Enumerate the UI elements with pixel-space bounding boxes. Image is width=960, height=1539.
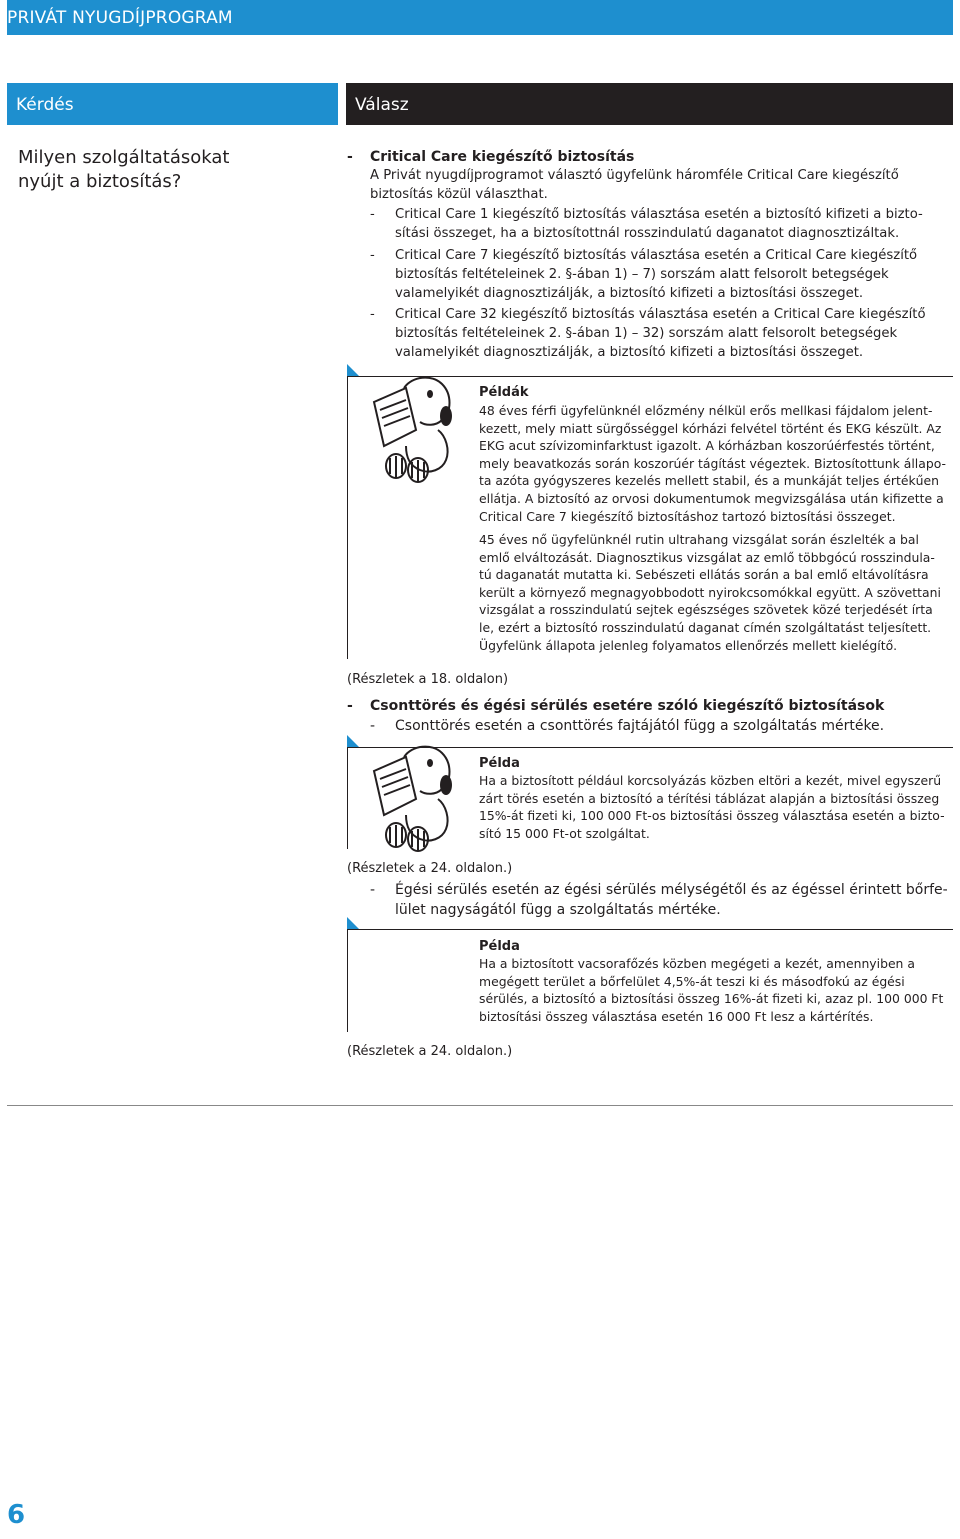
blue-triangle-icon — [347, 735, 359, 747]
example-line: mely beavatkozás során koszorúér tágítást végeztek. Biztosítottunk állapo- — [479, 455, 946, 471]
example-title: Példák — [479, 385, 529, 400]
cc1-text: Critical Care 1 kiegészítő biztosítás választása esetén a biztosító kifizeti a bizto- — [395, 207, 923, 222]
example-line: kezett, mely miatt sürgősséggel kórházi felvétel történt és EKG készült. Az — [479, 420, 942, 436]
fracture-text: Csonttörés esetén a csonttörés fajtájától függ a szolgáltatás mértéke. — [395, 718, 885, 734]
example-line: 45 éves nő ügyfelünknél rutin ultrahang vizsgálat során észlelték a bal — [479, 532, 919, 547]
bullet-dash: - — [370, 207, 375, 222]
example-box-border — [347, 376, 348, 659]
example-line: került a környező megnagyobbodott nyirokcsomókkal együtt. A szövettani — [479, 584, 941, 600]
example-caption: (Részletek a 18. oldalon) — [347, 672, 509, 687]
cc7-text: Critical Care 7 kiegészítő biztosítás választása esetén a Critical Care kiegészítő — [395, 248, 918, 263]
snoopy-reading-icon — [366, 743, 462, 853]
example-line: EKG acut szívizominfarktust igazolt. A kórházban koszorúérfestés történt, — [479, 438, 935, 454]
page-title: PRIVÁT NYUGDÍJPROGRAM — [7, 8, 233, 28]
example-line: emlő elváltozását. Diagnosztikus vizsgálat az emlő többgócú rosszindula- — [479, 549, 935, 565]
page-number: 6 — [7, 1500, 26, 1530]
blue-triangle-icon — [347, 364, 359, 376]
example-caption: (Részletek a 24. oldalon.) — [347, 1044, 513, 1059]
example-title: Példa — [479, 756, 520, 771]
example-caption: (Részletek a 24. oldalon.) — [347, 861, 513, 876]
example-box-border — [347, 747, 348, 849]
question-line: Milyen szolgáltatásokat — [18, 147, 230, 168]
answer-label: Válasz — [355, 95, 409, 115]
example-line: Critical Care 7 kiegészítő biztosításhoz tartozó biztosítási összeget. — [479, 508, 896, 524]
burn-text: lület nagyságától függ a szolgáltatás mértéke. — [395, 902, 721, 918]
answer-column-header — [346, 83, 953, 125]
cc1-text: sítási összeget, ha a biztosítottnál rosszindulatú daganatot diagnosztizáltak. — [395, 226, 900, 241]
example-line: biztosítási összeg választása esetén 16 000 Ft lesz a kártérítés. — [479, 1008, 874, 1024]
example-box-border — [347, 929, 953, 930]
example-line: Ha a biztosított vacsorafőzés közben megégeti a kezét, amennyiben a — [479, 956, 915, 971]
example-line: megégett terület a bőrfelület 4,5%-át teszi ki és másodfokú az égési — [479, 973, 905, 989]
critical-care-heading: Critical Care kiegészítő biztosítás — [370, 149, 635, 165]
bullet-dash: - — [370, 307, 375, 322]
critical-care-intro: A Privát nyugdíjprogramot választó ügyfelünk háromféle Critical Care kiegészítő — [370, 168, 899, 183]
question-column-header — [7, 83, 338, 125]
example-line: zárt törés esetén a biztosító a térítési táblázat alapján a biztosítási összeg — [479, 790, 940, 806]
example-line: Ha a biztosított például korcsolyázás közben eltöri a kezét, mivel egyszerű — [479, 773, 942, 788]
example-box-border — [347, 929, 348, 1032]
example-line: sérülés, a biztosító a biztosítási összeg 16%-át fizeti ki, azaz pl. 100 000 Ft — [479, 991, 944, 1007]
example-paragraph — [479, 402, 946, 525]
cc32-text: biztosítás feltételeinek 2. §-ában 1) – 32) sorszám alatt felsorolt betegségek — [395, 326, 898, 341]
bullet-dash: - — [347, 149, 353, 165]
bullet-dash: - — [370, 248, 375, 263]
example-line: tú daganatát mutatta ki. Sebészeti ellátás során a bal emlő eltávolításra — [479, 567, 929, 583]
question-line: nyújt a biztosítás? — [18, 171, 182, 192]
question-label: Kérdés — [16, 95, 74, 115]
example-paragraph — [479, 955, 943, 1025]
example-line: vizsgálat a rosszindulatú sejtek egészséges szövetek közé terjedését írta — [479, 602, 933, 618]
cc32-text: Critical Care 32 kiegészítő biztosítás választása esetén a Critical Care kiegészítő — [395, 307, 926, 322]
blue-triangle-icon — [347, 917, 359, 929]
example-line: sító 15 000 Ft-ot szolgáltat. — [479, 825, 650, 841]
critical-care-intro: biztosítás közül választhat. — [370, 187, 548, 202]
bottom-divider — [7, 1105, 953, 1106]
burn-text: Égési sérülés esetén az égési sérülés mélységétől és az égéssel érintett bőrfe- — [395, 882, 948, 898]
snoopy-reading-icon — [366, 374, 462, 484]
question-text — [18, 146, 328, 194]
example-paragraph — [479, 772, 945, 842]
example-paragraph — [479, 531, 941, 654]
example-line: Ügyfelünk állapota jelenleg folyamatos ellenőrzés mellett kielégítő. — [479, 637, 898, 653]
bullet-dash: - — [347, 698, 353, 714]
cc32-text: valamelyikét diagnosztizálják, a biztosító kifizeti a biztosítási összeget. — [395, 345, 864, 360]
example-line: 15%-át fizeti ki, 100 000 Ft-os biztosítási összeg választása esetén a bizto- — [479, 808, 945, 824]
cc7-text: valamelyikét diagnosztizálják, a biztosító kifizeti a biztosítási összeget. — [395, 286, 864, 301]
example-line: le, ezért a biztosító rosszindulatú daganat címén szolgáltatást teljesített. — [479, 619, 932, 635]
example-line: ta azóta gyógyszeres kezelés mellett stabil, és a munkáját teljes értékűen — [479, 473, 939, 489]
bullet-dash: - — [370, 882, 376, 898]
example-title: Példa — [479, 939, 520, 954]
example-line: ellátja. A biztosító az orvosi dokumentumok megvizsgálása után kifizette a — [479, 490, 944, 506]
cc7-text: biztosítás feltételeinek 2. §-ában 1) – 7) sorszám alatt felsorolt betegségek — [395, 267, 889, 282]
example-line: 48 éves férfi ügyfelünknél előzmény nélkül erős mellkasi fájdalom jelent- — [479, 403, 933, 418]
fracture-burn-heading: Csonttörés és égési sérülés esetére szóló kiegészítő biztosítások — [370, 698, 885, 714]
bullet-dash: - — [370, 718, 376, 734]
